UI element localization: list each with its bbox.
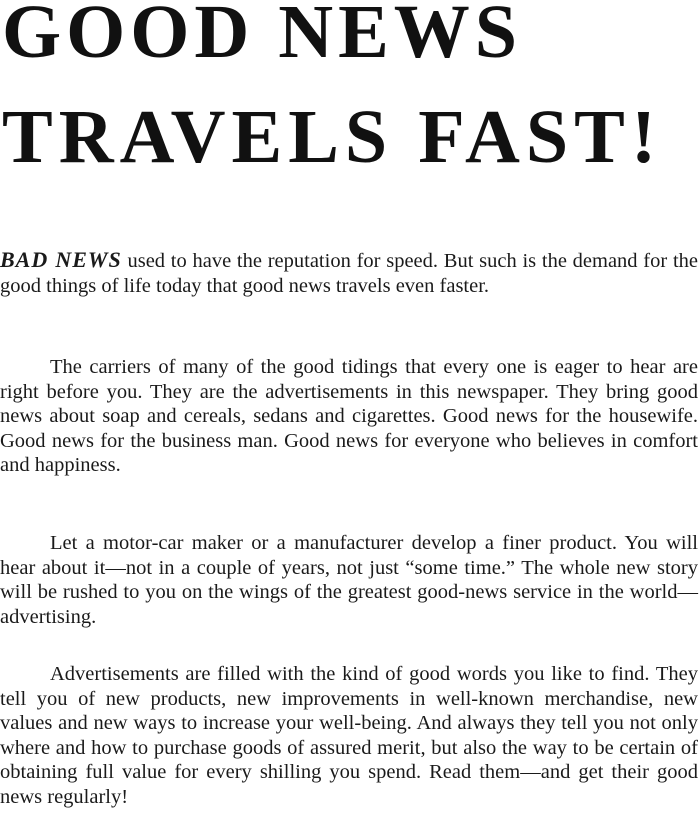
paragraph-bad-news <box>0 248 698 298</box>
paragraph-advertisements: Advertisements are filled with the kind of good words you like to find. They tell you of new products, new improvements in well-known merchandise, new values and new ways to increase your well-being. And always they tell you not only where and how to purchase goods of assured merit, but also the way to be certain of obtaining full value for every shilling you spend. Read them—and get their good news regularly! <box>0 663 698 808</box>
paragraph-bad-news-text: used to have the reputation for speed. But such is the demand for the good things of life today that good news travels even faster. <box>0 250 698 297</box>
paragraph-carriers: The carriers of many of the good tidings that every one is eager to hear are right before you. They are the advertisements in this newspaper. They bring good news about soap and cereals, sedans and cigarettes. Good news for the housewife. Good news for the business man. Good news for everyone who believes in comfort and happiness. <box>0 356 698 477</box>
lead-in-bad-news: BAD NEWS <box>0 247 122 272</box>
headline-line-2: TRAVELS FAST! <box>2 95 663 179</box>
paragraph-motor-car: Let a motor-car maker or a manufacturer develop a finer product. You will hear about it—not in a couple of years, not just “some time.” The whole new story will be rushed to you on the wings of the greatest good-news service in the world—advertising. <box>0 532 698 628</box>
headline-line-1: GOOD NEWS <box>2 0 523 74</box>
